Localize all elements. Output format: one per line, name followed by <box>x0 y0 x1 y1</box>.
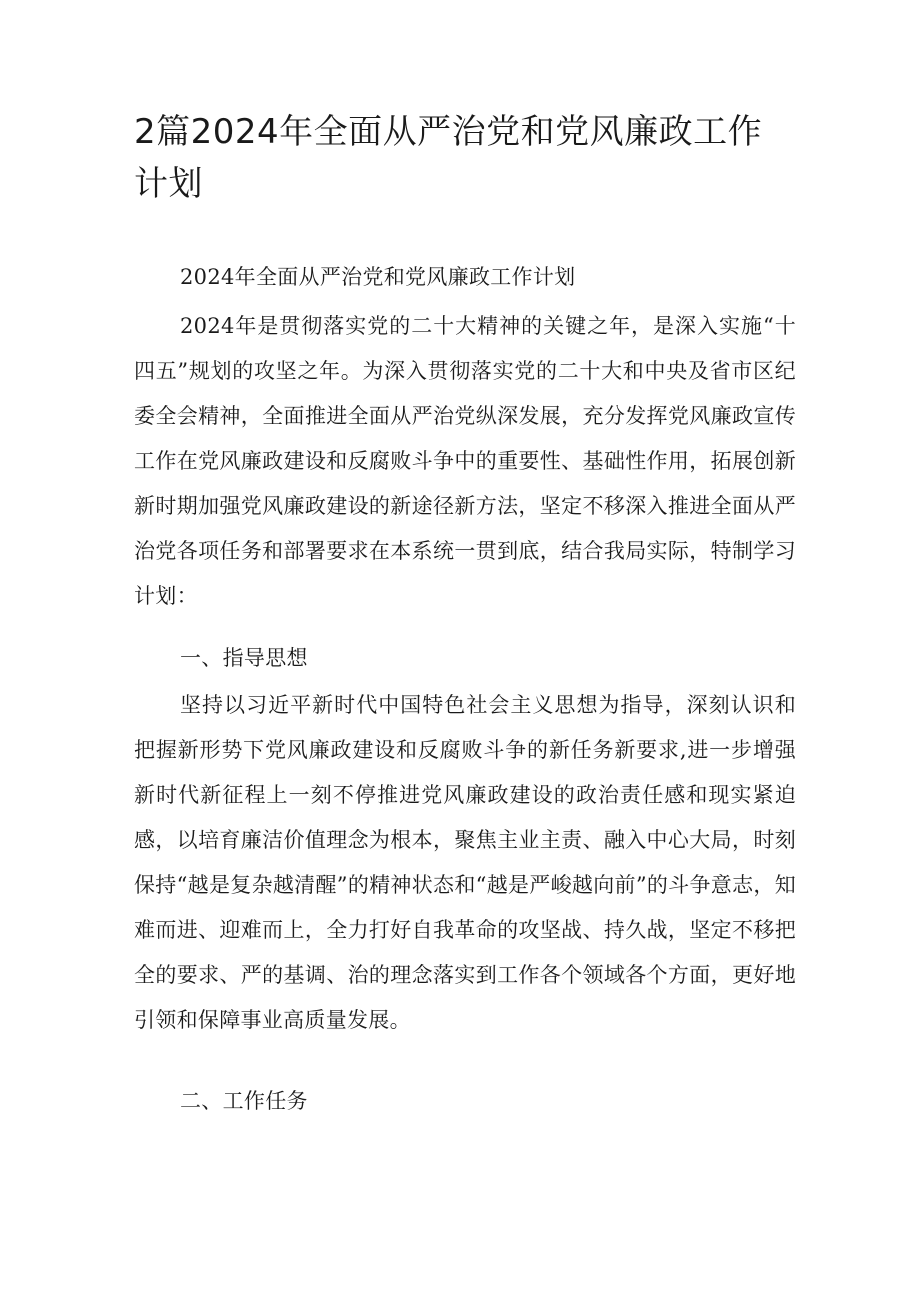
section-heading-work-tasks: 二、工作任务 <box>180 1089 308 1113</box>
document-subtitle: 2024年全面从严治党和党风廉政工作计划 <box>180 265 576 289</box>
section-heading-guiding-ideology: 一、指导思想 <box>180 646 308 670</box>
guiding-ideology-paragraph: 坚持以习近平新时代中国特色社会主义思想为指导，深刻认识和把握新形势下党风廉政建设和反腐败斗争的新任务新要求,进一步增强新时代新征程上一刻不停推进党风廉政建设的政治责任感和现实紧迫感，以培育廉洁价值理念为根本，聚焦主业主责、融入中心大局，时刻保持“越是复杂越清醒”的精神状态和“越是严峻越向前”的斗争意志，知难而进、迎难而上，全力打好自我革命的攻坚战、持久战，坚定不移把全的要求、严的基调、治的理念落实到工作各个领域各个方面，更好地引领和保障事业高质量发展。 <box>134 693 796 1032</box>
document-title: 2篇2024年全面从严治党和党风廉政工作计划 <box>134 112 763 204</box>
intro-paragraph: 2024年是贯彻落实党的二十大精神的关键之年，是深入实施“十四五”规划的攻坚之年。为深入贯彻落实党的二十大和中央及省市区纪委全会精神，全面推进全面从严治党纵深发展，充分发挥党风廉政宣传工作在党风廉政建设和反腐败斗争中的重要性、基础性作用，拓展创新新时期加强党风廉政建设的新途径新方法，坚定不移深入推进全面从严治党各项任务和部署要求在本系统一贯到底，结合我局实际，特制学习计划： <box>134 314 796 608</box>
